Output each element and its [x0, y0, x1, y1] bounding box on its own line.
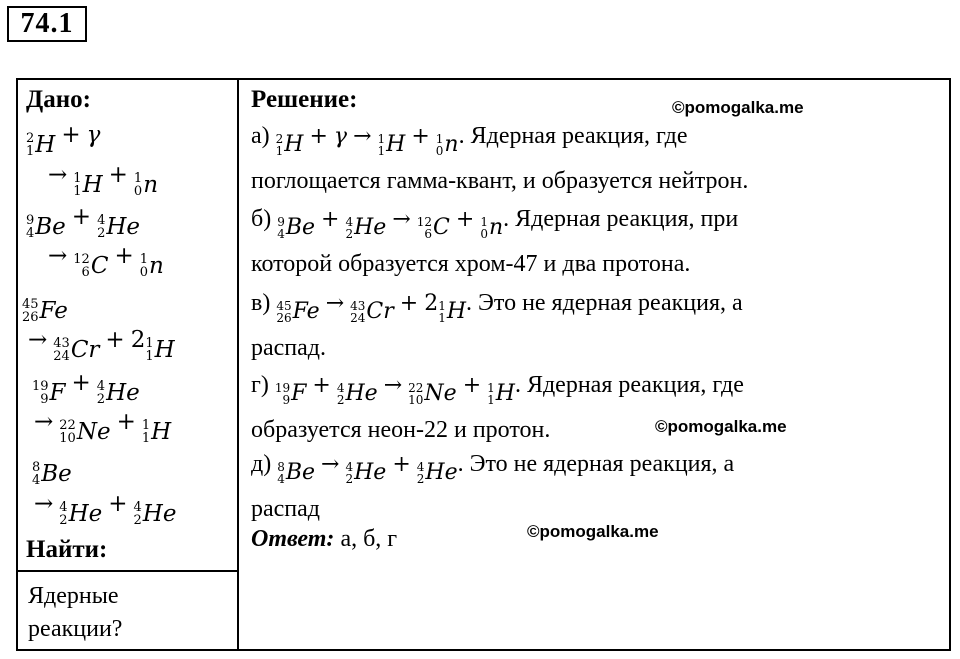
given-reaction-5-line2 — [28, 491, 176, 527]
nuclide — [337, 376, 378, 412]
mass-number: 12 — [73, 252, 90, 267]
item-text-cont: образуется неон-22 и протон. — [251, 417, 551, 443]
mass-number: 1 — [435, 132, 444, 146]
operator: + — [108, 162, 128, 188]
question-line-1: Ядерные — [28, 583, 119, 609]
element-symbol: n — [143, 172, 159, 198]
solution-panel — [239, 80, 949, 649]
solution-table — [16, 78, 951, 651]
element-symbol: He — [68, 501, 103, 527]
operator: → — [392, 207, 411, 232]
coefficient: 2 — [130, 327, 146, 353]
coefficient: 2 — [424, 291, 439, 316]
solution-heading: Решение: — [251, 86, 358, 113]
mass-number: 22 — [59, 418, 76, 433]
mass-number: 43 — [53, 336, 70, 351]
element-symbol: F — [291, 381, 307, 406]
nuclide — [73, 253, 108, 279]
nuclide — [97, 214, 140, 240]
item-label: д) — [251, 451, 272, 477]
given-reaction-1-line2 — [42, 162, 158, 198]
item-text: . Это не ядерная реакция, а — [466, 290, 743, 316]
mass-number: 1 — [377, 132, 386, 146]
mass-number: 1 — [73, 171, 82, 186]
item-text-cont: поглощается гамма-квант, и образуется нейтрон. — [251, 168, 749, 194]
question-line-2: реакции? — [28, 616, 123, 642]
given-reaction-3-line1 — [22, 288, 68, 324]
element-symbol: n — [488, 215, 504, 240]
atomic-number: 1 — [377, 144, 386, 158]
element-symbol: Ne — [424, 381, 457, 406]
given-reaction-4-line1 — [32, 370, 140, 406]
item-equation — [274, 373, 515, 407]
operator: → — [48, 243, 68, 269]
atomic-number: 4 — [26, 226, 35, 241]
element-symbol: H — [154, 337, 175, 363]
operator: → — [34, 409, 54, 435]
element-symbol: H — [446, 299, 467, 324]
solution-item-b — [251, 201, 931, 282]
watermark: ©pomogalka.me — [655, 417, 787, 436]
operator: + — [392, 452, 411, 477]
mass-number: 45 — [22, 297, 39, 312]
given-reaction-2-line1 — [26, 204, 140, 240]
nuclide — [140, 253, 164, 279]
nuclide — [134, 501, 177, 527]
mass-number: 1 — [141, 418, 151, 433]
nuclide — [436, 127, 459, 163]
atomic-number: 1 — [275, 144, 284, 158]
mass-number: 43 — [350, 299, 366, 313]
item-text-cont: которой образуется хром-47 и два протона. — [251, 251, 691, 277]
mass-number: 1 — [480, 215, 488, 229]
operator: + — [411, 124, 430, 149]
element-symbol: Cr — [70, 337, 100, 363]
element-symbol: He — [345, 381, 378, 406]
atomic-number: 24 — [53, 349, 70, 364]
element-symbol: Be — [285, 460, 316, 485]
mass-number: 1 — [487, 381, 495, 395]
atomic-number: 1 — [487, 393, 495, 407]
operator: + — [71, 204, 92, 230]
atomic-number: 4 — [32, 473, 41, 488]
atomic-number: 6 — [424, 227, 433, 241]
mass-number: 1 — [145, 336, 154, 351]
element-symbol: H — [82, 172, 103, 198]
nuclide — [417, 210, 450, 246]
atomic-number: 1 — [145, 349, 154, 364]
item-equation — [277, 207, 504, 241]
nuclide — [276, 294, 319, 330]
nuclide — [22, 298, 68, 324]
given-reaction-4-line2 — [28, 409, 171, 445]
element-symbol: He — [354, 460, 387, 485]
atomic-number: 9 — [282, 393, 291, 407]
atomic-number: 2 — [416, 472, 425, 486]
element-symbol: H — [35, 132, 56, 158]
atomic-number: 4 — [277, 472, 285, 486]
element-symbol: He — [425, 460, 458, 485]
given-reaction-1-line1 — [26, 122, 100, 158]
element-symbol: Ne — [76, 419, 111, 445]
gamma-symbol: γ — [86, 122, 101, 148]
nuclide — [53, 337, 99, 363]
nuclide — [345, 455, 386, 491]
element-symbol: He — [106, 214, 141, 240]
element-symbol: He — [142, 501, 177, 527]
mass-number: 2 — [275, 132, 284, 146]
nuclide — [26, 214, 66, 240]
nuclide — [408, 376, 457, 412]
mass-number: 9 — [26, 213, 35, 228]
item-label: а) — [251, 123, 270, 149]
nuclide — [59, 419, 110, 445]
mass-number: 1 — [133, 171, 143, 186]
element-symbol: H — [495, 381, 515, 406]
solution-item-a — [251, 118, 931, 199]
element-symbol: Be — [35, 214, 66, 240]
mass-number: 8 — [32, 460, 41, 475]
mass-number: 22 — [408, 381, 424, 395]
item-text-cont: распад — [251, 496, 321, 522]
atomic-number: 10 — [408, 393, 424, 407]
atomic-number: 1 — [141, 431, 151, 446]
atomic-number: 0 — [133, 184, 143, 199]
operator: + — [309, 124, 328, 149]
item-equation — [276, 291, 467, 325]
element-symbol: Cr — [366, 299, 394, 324]
operator: + — [71, 370, 91, 396]
operator: + — [61, 122, 81, 148]
given-panel — [18, 80, 237, 649]
nuclide — [417, 455, 458, 491]
nuclide — [345, 210, 386, 246]
operator: + — [399, 291, 419, 316]
operator: → — [383, 373, 403, 398]
mass-number: 1 — [438, 299, 446, 313]
answer-line — [251, 526, 397, 553]
nuclide — [378, 127, 406, 163]
nuclide — [32, 461, 72, 487]
item-equation — [277, 452, 458, 486]
atomic-number: 1 — [26, 144, 35, 159]
item-label: в) — [251, 290, 271, 316]
operator: → — [34, 491, 54, 517]
answer-label: Ответ: — [251, 526, 335, 552]
element-symbol: F — [49, 380, 66, 406]
mass-number: 4 — [133, 500, 142, 515]
element-symbol: C — [433, 215, 450, 240]
nuclide — [350, 294, 394, 330]
element-symbol: H — [386, 132, 406, 157]
atomic-number: 0 — [139, 265, 148, 280]
nuclide — [142, 419, 171, 445]
question-text — [28, 580, 122, 646]
operator: + — [321, 207, 340, 232]
nuclide — [276, 127, 304, 163]
mass-number: 19 — [32, 379, 49, 394]
element-symbol: H — [284, 132, 304, 157]
nuclide — [438, 294, 466, 330]
nuclide — [277, 455, 315, 491]
atomic-number: 2 — [345, 227, 354, 241]
nuclide — [487, 376, 515, 412]
atomic-number: 2 — [133, 513, 142, 528]
operator: + — [114, 243, 134, 269]
gamma-symbol: γ — [333, 124, 348, 149]
nuclide — [134, 172, 158, 198]
mass-number: 9 — [277, 215, 285, 229]
mass-number: 4 — [345, 215, 354, 229]
element-symbol: Be — [285, 215, 316, 240]
atomic-number: 24 — [350, 311, 366, 325]
atomic-number: 10 — [59, 431, 76, 446]
nuclide — [277, 210, 315, 246]
operator: → — [325, 291, 345, 316]
atomic-number: 0 — [480, 227, 488, 241]
atomic-number: 2 — [59, 513, 68, 528]
nuclide — [480, 210, 503, 246]
atomic-number: 2 — [97, 226, 106, 241]
item-label: г) — [251, 372, 269, 398]
item-equation — [275, 124, 459, 158]
nuclide — [145, 337, 174, 363]
element-symbol: Be — [41, 461, 72, 487]
item-label: б) — [251, 206, 272, 232]
atomic-number: 4 — [277, 227, 285, 241]
atomic-number: 0 — [435, 144, 444, 158]
element-symbol: Fe — [292, 299, 320, 324]
problem-number: 74.1 — [7, 6, 87, 42]
element-symbol: n — [444, 132, 459, 157]
given-reaction-5-line1 — [32, 451, 72, 487]
item-text: . Ядерная реакция, где — [514, 372, 744, 398]
atomic-number: 1 — [73, 184, 82, 199]
watermark: ©pomogalka.me — [527, 522, 659, 541]
mass-number: 4 — [59, 500, 68, 515]
watermark: ©pomogalka.me — [672, 98, 804, 117]
operator: + — [108, 491, 128, 517]
mass-number: 4 — [96, 379, 106, 394]
mass-number: 4 — [97, 213, 106, 228]
mass-number: 2 — [26, 131, 35, 146]
mass-number: 1 — [139, 252, 148, 267]
mass-number: 19 — [274, 381, 291, 395]
element-symbol: H — [151, 419, 172, 445]
given-reaction-3-line2 — [22, 327, 175, 363]
mass-number: 4 — [336, 381, 345, 395]
operator: + — [462, 373, 482, 398]
given-reaction-2-line2 — [42, 243, 164, 279]
answer-value: а, б, г — [334, 526, 398, 552]
nuclide — [32, 380, 66, 406]
mass-number: 45 — [276, 299, 292, 313]
operator: + — [116, 409, 136, 435]
operator: → — [48, 162, 68, 188]
item-text: . Это не ядерная реакция, а — [457, 451, 735, 477]
given-heading: Дано: — [26, 86, 91, 113]
mass-number: 12 — [416, 215, 433, 229]
solution-item-c — [251, 285, 931, 366]
element-symbol: He — [354, 215, 387, 240]
item-text-cont: распад. — [251, 335, 327, 361]
atomic-number: 1 — [438, 311, 446, 325]
nuclide — [275, 376, 307, 412]
atomic-number: 2 — [336, 393, 345, 407]
nuclide — [26, 132, 55, 158]
operator: + — [455, 207, 475, 232]
operator: → — [28, 327, 48, 353]
item-text: . Ядерная реакция, где — [458, 123, 688, 149]
element-symbol: n — [149, 253, 164, 279]
element-symbol: Fe — [39, 298, 68, 324]
mass-number: 8 — [277, 460, 285, 474]
atomic-number: 6 — [81, 265, 90, 280]
find-heading: Найти: — [26, 536, 108, 563]
nuclide — [59, 501, 102, 527]
element-symbol: He — [106, 380, 140, 406]
nuclide — [73, 172, 102, 198]
operator: → — [321, 452, 340, 477]
solution-item-d — [251, 367, 931, 448]
solution-item-e — [251, 446, 931, 527]
operator: → — [353, 124, 372, 149]
item-text: . Ядерная реакция, при — [503, 206, 739, 232]
mass-number: 4 — [345, 460, 354, 474]
atomic-number: 2 — [345, 472, 354, 486]
mass-number: 4 — [416, 460, 425, 474]
operator: + — [312, 373, 331, 398]
atomic-number: 2 — [96, 392, 106, 407]
atomic-number: 26 — [22, 310, 39, 325]
operator: + — [105, 327, 125, 353]
atomic-number: 26 — [276, 311, 292, 325]
nuclide — [97, 380, 140, 406]
element-symbol: C — [90, 253, 109, 279]
atomic-number: 9 — [40, 392, 49, 407]
